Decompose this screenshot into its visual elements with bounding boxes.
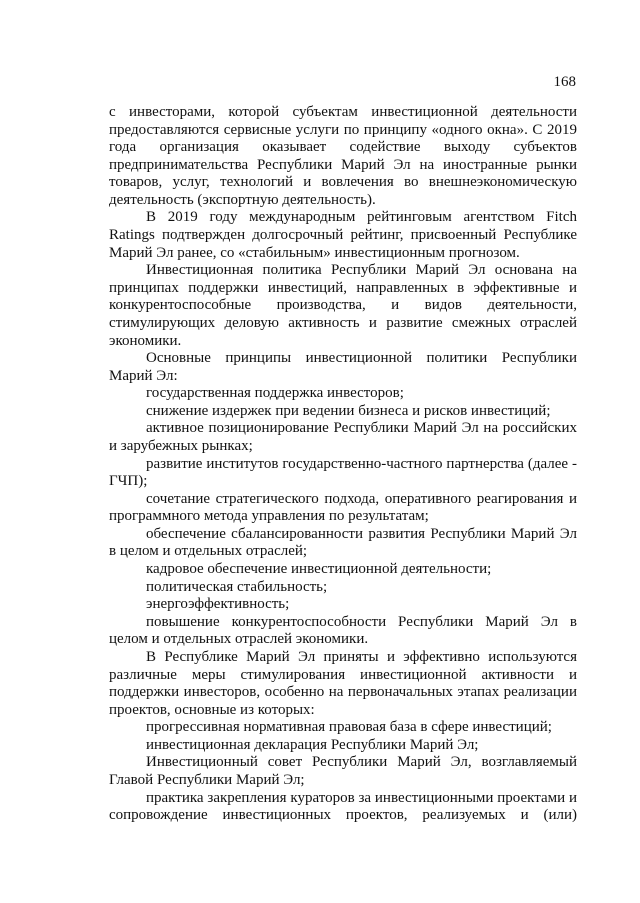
list-item: кадровое обеспечение инвестиционной деятельности; <box>146 561 492 578</box>
list-item: сочетание стратегического подхода, оперативного реагирования и программного метода управления по результатам; <box>109 490 577 525</box>
list-item: инвестиционная декларация Республики Марий Эл; <box>146 736 479 753</box>
list-item: Инвестиционный совет Республики Марий Эл, возглавляемый Главой Республики Марий Эл; <box>109 754 577 788</box>
list-item: практика закрепления кураторов за инвестиционными проектами и сопровождение инвестиционных проектов, реализуемых и (или) <box>109 789 577 824</box>
list-item: активное позиционирование Республики Марий Эл на российских и зарубежных рынках; <box>109 420 577 454</box>
paragraph-one-stop-shop: с инвесторами, которой субъектам инвестиционной деятельности предоставляются сервисные услуги по принципу «одного окна». С 2019 года организация оказывает содействие выходу субъектов предпринимательства Республики Марий Эл на иностранные рынки товаров, услуг, технологий и вовлечения во внешнеэкономическую деятельность (экспортную деятельность). <box>109 104 577 208</box>
page-number: 168 <box>553 74 576 90</box>
list-item: политическая стабильность; <box>146 578 328 595</box>
list-item: энергоэффективность; <box>146 596 290 613</box>
paragraph-investment-policy: Инвестиционная политика Республики Марий Эл основана на принципах поддержки инвестиций, направленных в эффективные и конкурентоспособные производства, и видов деятельности, стимулирующих деловую активность и развитие смежных отраслей экономики. <box>109 262 577 349</box>
list-item: развитие институтов государственно-частного партнерства (далее - ГЧП); <box>109 455 577 490</box>
list-item: государственная поддержка инвесторов; <box>146 385 404 402</box>
paragraph-support-measures: В Республике Марий Эл приняты и эффективно используются различные меры стимулирования инвестиционной активности и поддержки инвесторов, особенно на первоначальных этапах реализации проектов, основные из которых: <box>109 648 577 718</box>
list-item: прогрессивная нормативная правовая база в сфере инвестиций; <box>146 719 552 736</box>
body-text <box>109 104 577 825</box>
list-item: повышение конкурентоспособности Республики Марий Эл в целом и отдельных отраслей экономики. <box>109 613 577 648</box>
list-item: обеспечение сбалансированности развития Республики Марий Эл в целом и отдельных отраслей; <box>109 525 577 560</box>
paragraph-principles-heading: Основные принципы инвестиционной политики Республики Марий Эл: <box>109 350 577 384</box>
paragraph-fitch-rating: В 2019 году международным рейтинговым агентством Fitch Ratings подтвержден долгосрочный рейтинг, присвоенный Республике Марий Эл ранее, со «стабильным» инвестиционным прогнозом. <box>109 209 577 261</box>
list-item: снижение издержек при ведении бизнеса и рисков инвестиций; <box>146 402 551 419</box>
